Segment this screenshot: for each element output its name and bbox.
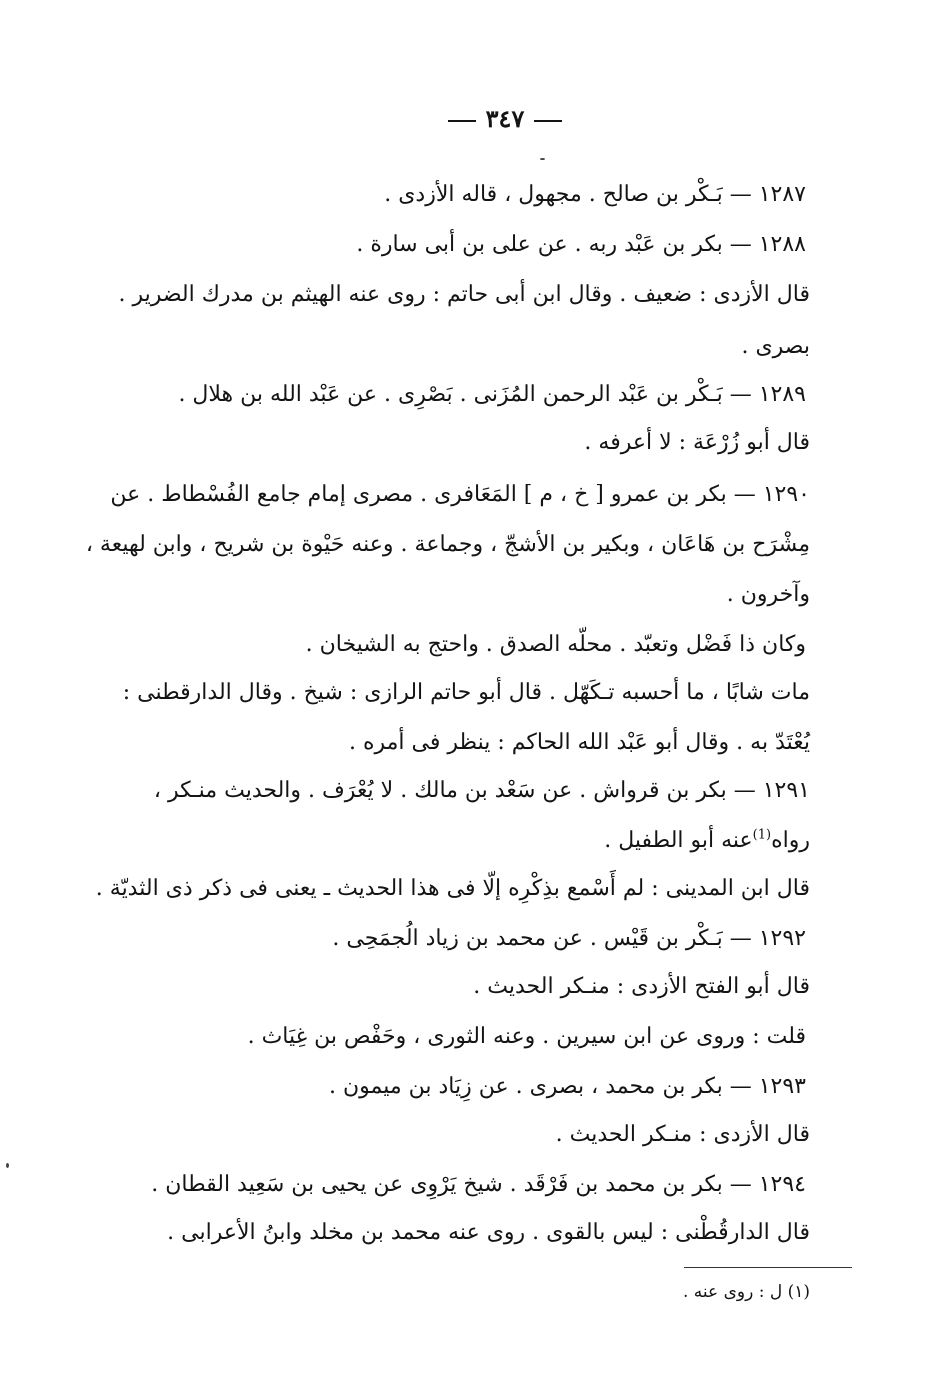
entry-1288: ١٢٨٨ — بكر بن عَبْد ربه . عن على بن أبى سارة . — [356, 232, 806, 257]
entry-1290-cont: مِشْرَح بن هَاعَان ، وبكير بن الأشجّ ، وجماعة . وعنه حَيْوة بن شريح ، وابن لهيعة ، — [85, 532, 810, 557]
entry-1288-note-end: بصرى . — [741, 334, 810, 359]
entry-1290-death: مات شابًا ، ما أحسبه تـكَهّل . قال أبو حاتم الرازى : شيخ . وقال الدارقطنى : — [122, 680, 810, 705]
footnote-text: (١) ل : روى عنه . — [682, 1282, 810, 1302]
entry-1289: ١٢٨٩ — بَـكْر بن عَبْد الرحمن المُزَنى . بَصْرِى . عن عَبْد الله بن هلال . — [178, 382, 806, 407]
scan-speck — [6, 1163, 9, 1168]
page-number — [0, 104, 934, 133]
dash-left — [448, 120, 476, 122]
entry-1292-addendum: قلت : وروى عن ابن سيرين . وعنه الثورى ، وحَفْص بن غِيَاث . — [247, 1024, 806, 1049]
entry-1294: ١٢٩٤ — بكر بن محمد بن فَرْقَد . شيخ يَرْوِى عن يحيى بن سَعِيد القطان . — [151, 1172, 806, 1197]
entry-1291-note: قال ابن المدينى : لم أَسْمع بذِكْرِه إلّا فى هذا الحديث ـ يعنى فى ذكر ذى الثديّة . — [95, 876, 810, 901]
entry-1287: ١٢٨٧ — بَـكْر بن صالح . مجهول ، قاله الأزدى . — [384, 182, 806, 207]
entry-1290-virtue: وكان ذا فَضْل وتعبّد . محلّه الصدق . واحتج به الشيخان . — [305, 632, 806, 657]
entry-1289-note: قال أبو زُرْعَة : لا أعرفه . — [584, 430, 810, 455]
footnote-separator — [684, 1267, 852, 1268]
footnote-reference[interactable]: (1) — [752, 827, 772, 843]
entry-1291-lead: رواه — [771, 828, 810, 853]
entry-1291: ١٢٩١ — بكر بن قرواش . عن سَعْد بن مالك . لا يُعْرَف . والحديث منـكر ، — [153, 778, 810, 803]
scan-speck — [540, 158, 545, 160]
entry-1290-death-end: يُعْتَدّ به . وقال أبو عَبْد الله الحاكم : ينظر فى أمره . — [349, 730, 810, 755]
entry-1290: ١٢٩٠ — بكر بن عمرو [ خ ، م ] المَعَافرى . مصرى إمام جامع الفُسْطاط . عن — [110, 482, 810, 507]
entry-1294-note: قال الدارقُطْنى : ليس بالقوى . روى عنه محمد بن مخلد وابنُ الأعرابى . — [167, 1220, 810, 1245]
entry-1292: ١٢٩٢ — بَـكْر بن قَيْس . عن محمد بن زياد الُجمَحِى . — [332, 926, 806, 951]
dash-right — [534, 120, 562, 122]
entry-1293-note: قال الأزدى : منـكر الحديث . — [555, 1122, 810, 1147]
entry-1293: ١٢٩٣ — بكر بن محمد ، بصرى . عن زِيَاد بن ميمون . — [328, 1074, 806, 1099]
entry-1291-rest: عنه أبو الطفيل . — [604, 828, 753, 853]
entry-1288-note: قال الأزدى : ضعيف . وقال ابن أبى حاتم : روى عنه الهيثم بن مدرك الضرير . — [118, 282, 810, 307]
entry-1292-note: قال أبو الفتح الأزدى : منـكر الحديث . — [473, 974, 810, 999]
entry-1290-cont-end: وآخرون . — [726, 582, 810, 607]
page-number-text: ٣٤٧ — [485, 104, 525, 133]
entry-1291-cont — [604, 826, 810, 856]
